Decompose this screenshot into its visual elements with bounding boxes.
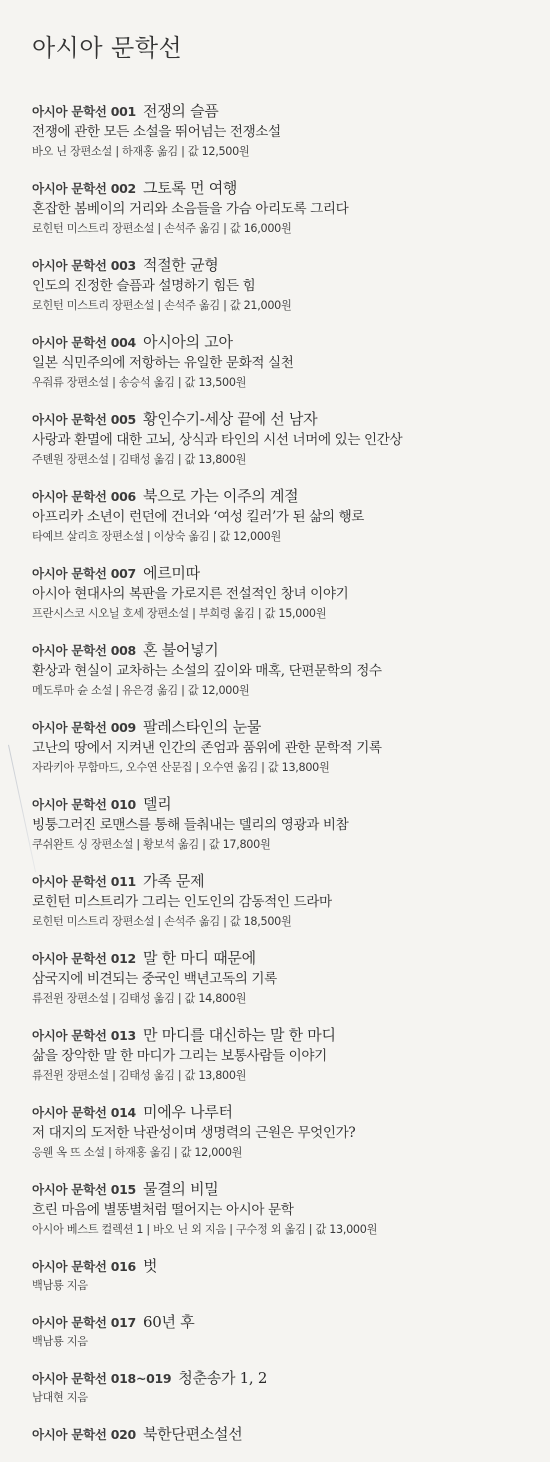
book-heading xyxy=(32,1423,542,1445)
book-heading xyxy=(32,716,542,738)
book-heading xyxy=(32,562,542,584)
book-description: 고난의 땅에서 지켜낸 인간의 존엄과 품위에 관한 문학적 기록 xyxy=(32,740,382,756)
series-number: 아시아 문학선 020 xyxy=(32,1427,136,1442)
book-heading xyxy=(32,1255,542,1277)
book-title: 황인수기-세상 끝에 선 남자 xyxy=(143,410,318,428)
book-heading xyxy=(32,1024,542,1046)
book-entry xyxy=(32,1024,542,1084)
book-title: 그토록 먼 여행 xyxy=(143,179,238,197)
book-title: 만 마디를 대신하는 말 한 마디 xyxy=(143,1026,336,1044)
book-description: 흐린 마음에 별똥별처럼 떨어지는 아시아 문학 xyxy=(32,1202,294,1218)
series-number: 아시아 문학선 005 xyxy=(32,412,136,427)
book-description: 빙퉁그러진 로맨스를 통해 들춰내는 델리의 영광과 비참 xyxy=(32,817,349,833)
book-entry xyxy=(32,1423,542,1445)
book-entry xyxy=(32,947,542,1007)
series-number: 아시아 문학선 006 xyxy=(32,489,136,504)
book-description: 아프리카 소년이 런던에 건너와 ‘여성 킬러’가 된 삶의 행로 xyxy=(32,509,365,525)
book-entry xyxy=(32,1101,542,1161)
book-meta: 응웬 옥 뜨 소설 | 하재홍 옮김 | 값 12,000원 xyxy=(32,1146,243,1159)
book-heading xyxy=(32,870,542,892)
book-heading xyxy=(32,254,542,276)
page-title: 아시아 문학선 xyxy=(32,34,183,62)
book-title: 말 한 마디 때문에 xyxy=(143,949,256,967)
book-heading xyxy=(32,639,542,661)
series-number: 아시아 문학선 007 xyxy=(32,566,136,581)
series-number: 아시아 문학선 018~019 xyxy=(32,1371,172,1386)
book-meta: 바오 닌 장편소설 | 하재홍 옮김 | 값 12,500원 xyxy=(32,145,250,158)
book-heading xyxy=(32,408,542,430)
book-description: 로힌턴 미스트리가 그리는 인도인의 감동적인 드라마 xyxy=(32,894,332,910)
book-heading xyxy=(32,1311,542,1333)
series-number: 아시아 문학선 002 xyxy=(32,181,136,196)
book-entry xyxy=(32,331,542,391)
book-meta: 아시아 베스트 컬렉션 1 | 바오 닌 외 지음 | 구수정 외 옮김 | 값 13,000원 xyxy=(32,1223,378,1236)
book-description: 환상과 현실이 교차하는 소설의 깊이와 매혹, 단편문학의 정수 xyxy=(32,663,382,679)
book-title: 전쟁의 슬픔 xyxy=(143,102,219,120)
book-description: 삼국지에 비견되는 중국인 백년고독의 기록 xyxy=(32,971,277,987)
book-meta: 쿠쉬완트 싱 장편소설 | 황보석 옮김 | 값 17,800원 xyxy=(32,838,271,851)
book-heading xyxy=(32,1367,542,1389)
book-heading xyxy=(32,1101,542,1123)
book-title: 벗 xyxy=(143,1257,158,1275)
series-number: 아시아 문학선 010 xyxy=(32,797,136,812)
book-heading xyxy=(32,177,542,199)
book-meta: 백남룡 지음 xyxy=(32,1279,88,1292)
book-title: 혼 불어넣기 xyxy=(143,641,219,659)
book-meta: 주톈원 장편소설 | 김태성 옮김 | 값 13,800원 xyxy=(32,453,247,466)
book-entry xyxy=(32,408,542,468)
book-list xyxy=(32,100,542,1462)
book-meta: 로힌턴 미스트리 장편소설 | 손석주 옮김 | 값 18,500원 xyxy=(32,915,292,928)
series-number: 아시아 문학선 017 xyxy=(32,1315,136,1330)
book-entry xyxy=(32,639,542,699)
book-heading xyxy=(32,947,542,969)
book-description: 사랑과 환멸에 대한 고뇌, 상식과 타인의 시선 너머에 있는 인간상 xyxy=(32,432,403,448)
book-title: 에르미따 xyxy=(143,564,200,582)
book-title: 60년 후 xyxy=(143,1313,195,1331)
book-title: 청춘송가 1, 2 xyxy=(178,1369,268,1387)
book-title: 가족 문제 xyxy=(143,872,205,890)
book-description: 인도의 진정한 슬픔과 설명하기 힘든 힘 xyxy=(32,278,256,294)
book-heading xyxy=(32,100,542,122)
book-entry xyxy=(32,485,542,545)
book-title: 팔레스타인의 눈물 xyxy=(143,718,262,736)
book-description: 전쟁에 관한 모든 소설을 뛰어넘는 전쟁소설 xyxy=(32,124,281,140)
book-heading xyxy=(32,331,542,353)
book-meta: 류전윈 장편소설 | 김태성 옮김 | 값 13,800원 xyxy=(32,1069,247,1082)
series-number: 아시아 문학선 003 xyxy=(32,258,136,273)
series-number: 아시아 문학선 001 xyxy=(32,104,136,119)
book-title: 델리 xyxy=(143,795,172,813)
book-meta: 로힌턴 미스트리 장편소설 | 손석주 옮김 | 값 16,000원 xyxy=(32,222,292,235)
series-number: 아시아 문학선 016 xyxy=(32,1259,136,1274)
book-heading xyxy=(32,1178,542,1200)
book-entry xyxy=(32,562,542,622)
book-entry xyxy=(32,1178,542,1238)
book-meta: 류전윈 장편소설 | 김태성 옮김 | 값 14,800원 xyxy=(32,992,247,1005)
series-number: 아시아 문학선 008 xyxy=(32,643,136,658)
book-entry xyxy=(32,254,542,314)
book-entry xyxy=(32,100,542,160)
series-number: 아시아 문학선 009 xyxy=(32,720,136,735)
book-entry xyxy=(32,177,542,237)
book-entry xyxy=(32,716,542,776)
book-description: 저 대지의 도저한 낙관성이며 생명력의 근원은 무엇인가? xyxy=(32,1125,356,1141)
book-meta: 프란시스코 시오닐 호세 장편소설 | 부희령 옮김 | 값 15,000원 xyxy=(32,607,327,620)
series-number: 아시아 문학선 012 xyxy=(32,951,136,966)
book-entry xyxy=(32,870,542,930)
book-meta: 타예브 살리흐 장편소설 | 이상숙 옮김 | 값 12,000원 xyxy=(32,530,281,543)
series-number: 아시아 문학선 011 xyxy=(32,874,136,889)
book-description: 삶을 장악한 말 한 마디가 그리는 보통사람들 이야기 xyxy=(32,1048,327,1064)
series-number: 아시아 문학선 015 xyxy=(32,1182,136,1197)
book-meta: 남대현 지음 xyxy=(32,1391,88,1404)
series-number: 아시아 문학선 013 xyxy=(32,1028,136,1043)
book-meta: 자라키아 무함마드, 오수연 산문집 | 오수연 옮김 | 값 13,800원 xyxy=(32,761,330,774)
book-meta: 백남룡 지음 xyxy=(32,1335,88,1348)
book-description: 혼잡한 봄베이의 거리와 소음들을 가슴 아리도록 그리다 xyxy=(32,201,349,217)
book-title: 물결의 비밀 xyxy=(143,1180,219,1198)
book-title: 아시아의 고아 xyxy=(143,333,233,351)
series-number: 아시아 문학선 004 xyxy=(32,335,136,350)
book-title: 미에우 나루터 xyxy=(143,1103,233,1121)
book-title: 북으로 가는 이주의 계절 xyxy=(143,487,299,505)
book-description: 일본 식민주의에 저항하는 유일한 문화적 실천 xyxy=(32,355,294,371)
book-entry xyxy=(32,1367,542,1406)
book-entry xyxy=(32,793,542,853)
book-heading xyxy=(32,485,542,507)
book-title: 적절한 균형 xyxy=(143,256,219,274)
book-meta: 로힌턴 미스트리 장편소설 | 손석주 옮김 | 값 21,000원 xyxy=(32,299,292,312)
book-meta: 우줘류 장편소설 | 송승석 옮김 | 값 13,500원 xyxy=(32,376,247,389)
book-heading xyxy=(32,793,542,815)
book-title: 북한단편소설선 xyxy=(143,1425,243,1443)
book-entry xyxy=(32,1255,542,1294)
series-number: 아시아 문학선 014 xyxy=(32,1105,136,1120)
book-meta: 메도루마 슌 소설 | 유은경 옮김 | 값 12,000원 xyxy=(32,684,250,697)
book-entry xyxy=(32,1311,542,1350)
book-description: 아시아 현대사의 복판을 가로지른 전설적인 창녀 이야기 xyxy=(32,586,349,602)
